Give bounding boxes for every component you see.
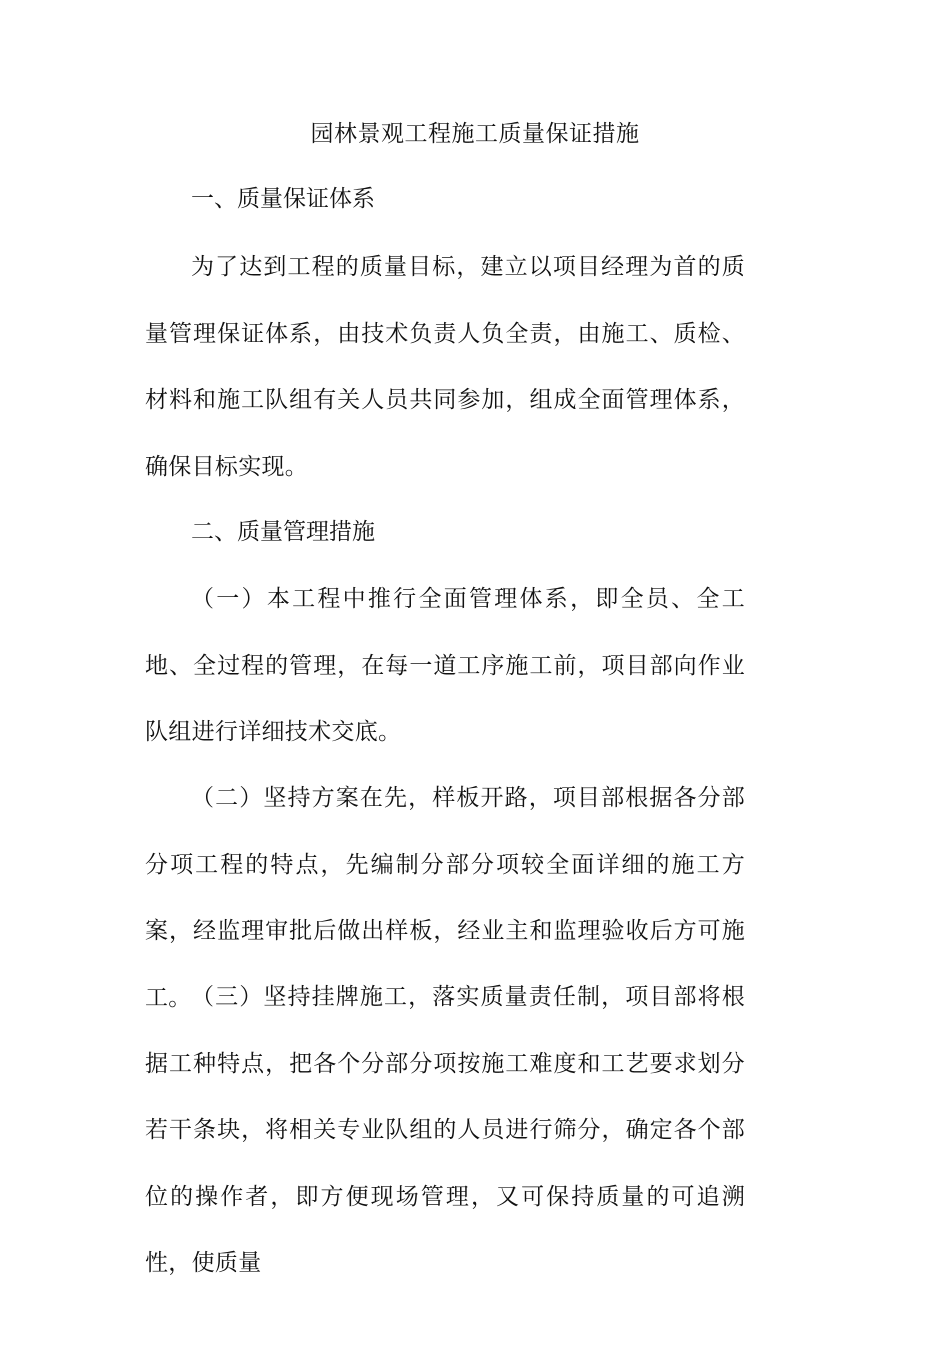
section-heading-quality-system: 一、质量保证体系 <box>191 186 375 212</box>
paragraph-measure-1: （一）本工程中推行全面管理体系，即全员、全工地、全过程的管理，在每一道工序施工前，项目部向作业队组进行详细技术交底。 <box>145 586 745 745</box>
section-heading-quality-measures: 二、质量管理措施 <box>191 519 375 545</box>
document-title: 园林景观工程施工质量保证措施 <box>310 121 640 147</box>
paragraph-measure-3: （三）坚持挂牌施工，落实质量责任制，项目部将根据工种特点，把各个分部分项按施工难度和工艺要求划分若干条块，将相关专业队组的人员进行筛分，确定各个部位的操作者，即方便现场管理，又可保持质量的可追溯性，使质量 <box>145 984 745 1276</box>
paragraph-measure-2: （二）坚持方案在先，样板开路，项目部根据各分部分项工程的特点，先编制分部分项较全面详细的施工方案，经监理审批后做出样板，经业主和监理验收后方可施工。 <box>145 785 745 1011</box>
paragraph-quality-system: 为了达到工程的质量目标，建立以项目经理为首的质量管理保证体系，由技术负责人负全责，由施工、质检、材料和施工队组有关人员共同参加，组成全面管理体系，确保目标实现。 <box>145 254 745 480</box>
